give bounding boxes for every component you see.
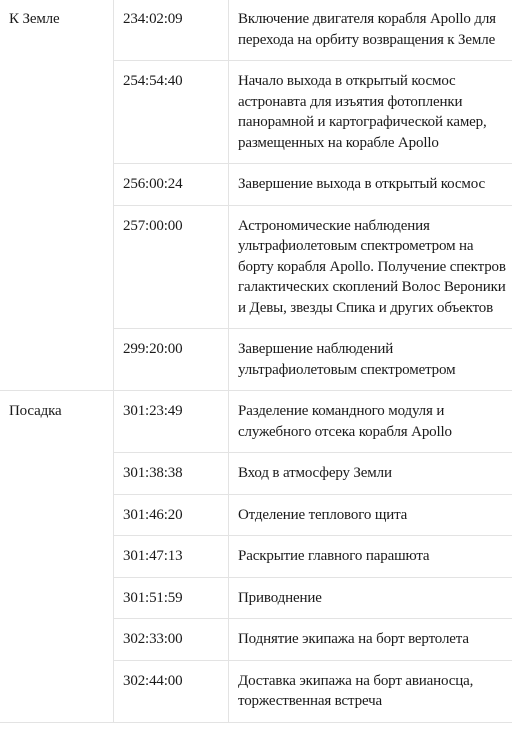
event-cell: Раскрытие главного парашюта: [229, 536, 512, 578]
time-cell: 254:54:40: [114, 61, 229, 164]
event-cell: Завершение наблюдений ультрафиолетовым спектрометром: [229, 329, 512, 391]
time-cell: 301:46:20: [114, 494, 229, 536]
event-cell: Доставка экипажа на борт авианосца, торжественная встреча: [229, 660, 512, 722]
event-cell: Включение двигателя корабля Apollo для перехода на орбиту возвращения к Земле: [229, 0, 512, 61]
time-cell: 301:23:49: [114, 391, 229, 453]
event-cell: Отделение теплового щита: [229, 494, 512, 536]
time-cell: 257:00:00: [114, 205, 229, 329]
time-cell: 301:38:38: [114, 453, 229, 495]
time-cell: 234:02:09: [114, 0, 229, 61]
event-cell: Поднятие экипажа на борт вертолета: [229, 619, 512, 661]
table-row: [0, 391, 512, 453]
time-cell: 302:44:00: [114, 660, 229, 722]
event-cell: Завершение выхода в открытый космос: [229, 164, 512, 206]
time-cell: 302:33:00: [114, 619, 229, 661]
event-cell: Разделение командного модуля и служебного отсека корабля Apollo: [229, 391, 512, 453]
time-cell: 299:20:00: [114, 329, 229, 391]
event-cell: Приводнение: [229, 577, 512, 619]
time-cell: 256:00:24: [114, 164, 229, 206]
phase-cell: Посадка: [0, 391, 114, 723]
time-cell: 301:51:59: [114, 577, 229, 619]
table-row: [0, 0, 512, 61]
time-cell: 301:47:13: [114, 536, 229, 578]
event-cell: Астрономические наблюдения ультрафиолетовым спектрометром на борту корабля Apollo. Получение спектров галактических скоплений Волос Вероники и Девы, звезды Спика и других объектов: [229, 205, 512, 329]
event-cell: Вход в атмосферу Земли: [229, 453, 512, 495]
event-cell: Начало выхода в открытый космос астронавта для изъятия фотопленки панорамной и картографической камер, размещенных на корабле Apollo: [229, 61, 512, 164]
phase-cell: К Земле: [0, 0, 114, 391]
